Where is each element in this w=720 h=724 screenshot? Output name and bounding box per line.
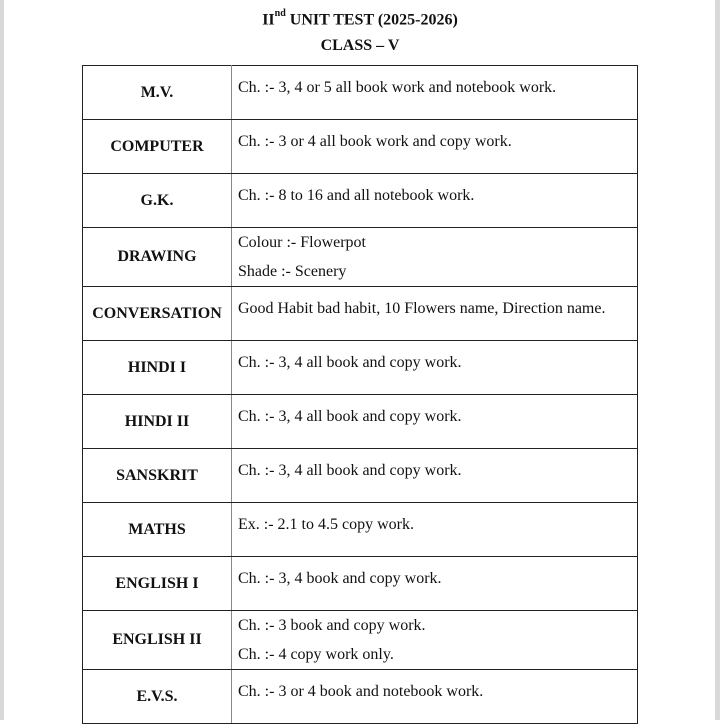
- syllabus-line: Ex. :- 2.1 to 4.5 copy work.: [238, 516, 414, 533]
- syllabus-line: Ch. :- 3, 4 all book and copy work.: [238, 408, 462, 425]
- syllabus-cell: [232, 611, 638, 670]
- class-label: CLASS – V: [320, 37, 400, 54]
- table-row: [83, 341, 638, 395]
- table-row: [83, 287, 638, 341]
- subject-cell: M.V.: [83, 66, 232, 120]
- viewer-left-edge: [0, 0, 4, 720]
- syllabus-cell: [232, 174, 638, 228]
- syllabus-line: Ch. :- 8 to 16 and all notebook work.: [238, 187, 475, 204]
- syllabus-line: Ch. :- 3, 4 or 5 all book work and notebook work.: [238, 79, 557, 96]
- subject-cell: COMPUTER: [83, 120, 232, 174]
- table-row: [83, 503, 638, 557]
- table-row: [83, 228, 638, 287]
- syllabus-line: Ch. :- 4 copy work only.: [238, 646, 394, 663]
- syllabus-cell: [232, 557, 638, 611]
- subject-cell: MATHS: [83, 503, 232, 557]
- subject-cell: ENGLISH II: [83, 611, 232, 670]
- syllabus-table: [82, 65, 638, 724]
- syllabus-cell: [232, 341, 638, 395]
- syllabus-cell: [232, 66, 638, 120]
- syllabus-cell: [232, 503, 638, 557]
- syllabus-line: Ch. :- 3, 4 all book and copy work.: [238, 354, 462, 371]
- table-row: [83, 449, 638, 503]
- document-title: [0, 6, 720, 30]
- syllabus-line: Ch. :- 3, 4 book and copy work.: [238, 570, 442, 587]
- syllabus-cell: [232, 287, 638, 341]
- table-row: [83, 670, 638, 724]
- table-row: [83, 174, 638, 228]
- subject-cell: HINDI II: [83, 395, 232, 449]
- syllabus-cell: [232, 395, 638, 449]
- table-row: [83, 395, 638, 449]
- syllabus-line: Ch. :- 3 or 4 all book work and copy work.: [238, 133, 512, 150]
- syllabus-line: Good Habit bad habit, 10 Flowers name, Direction name.: [238, 300, 606, 317]
- syllabus-cell: [232, 670, 638, 724]
- subject-cell: E.V.S.: [83, 670, 232, 724]
- syllabus-cell: [232, 228, 638, 287]
- subject-cell: G.K.: [83, 174, 232, 228]
- subject-cell: ENGLISH I: [83, 557, 232, 611]
- subject-cell: CONVERSATION: [83, 287, 232, 341]
- syllabus-table-body: [83, 66, 638, 724]
- table-row: [83, 611, 638, 670]
- title-superscript: nd: [274, 8, 286, 19]
- syllabus-line: Colour :- Flowerpot: [238, 234, 366, 251]
- subject-cell: SANSKRIT: [83, 449, 232, 503]
- syllabus-line: Ch. :- 3 book and copy work.: [238, 617, 426, 634]
- viewer-right-edge: [715, 0, 720, 720]
- title-rest: UNIT TEST (2025-2026): [285, 11, 458, 29]
- table-row: [83, 66, 638, 120]
- syllabus-cell: [232, 449, 638, 503]
- subject-cell: DRAWING: [83, 228, 232, 287]
- syllabus-cell: [232, 120, 638, 174]
- syllabus-line: Ch. :- 3 or 4 book and notebook work.: [238, 683, 484, 700]
- syllabus-line: Shade :- Scenery: [238, 263, 347, 280]
- table-row: [83, 557, 638, 611]
- syllabus-line: Ch. :- 3, 4 all book and copy work.: [238, 462, 462, 479]
- subject-cell: HINDI I: [83, 341, 232, 395]
- title-prefix: II: [262, 11, 275, 29]
- table-row: [83, 120, 638, 174]
